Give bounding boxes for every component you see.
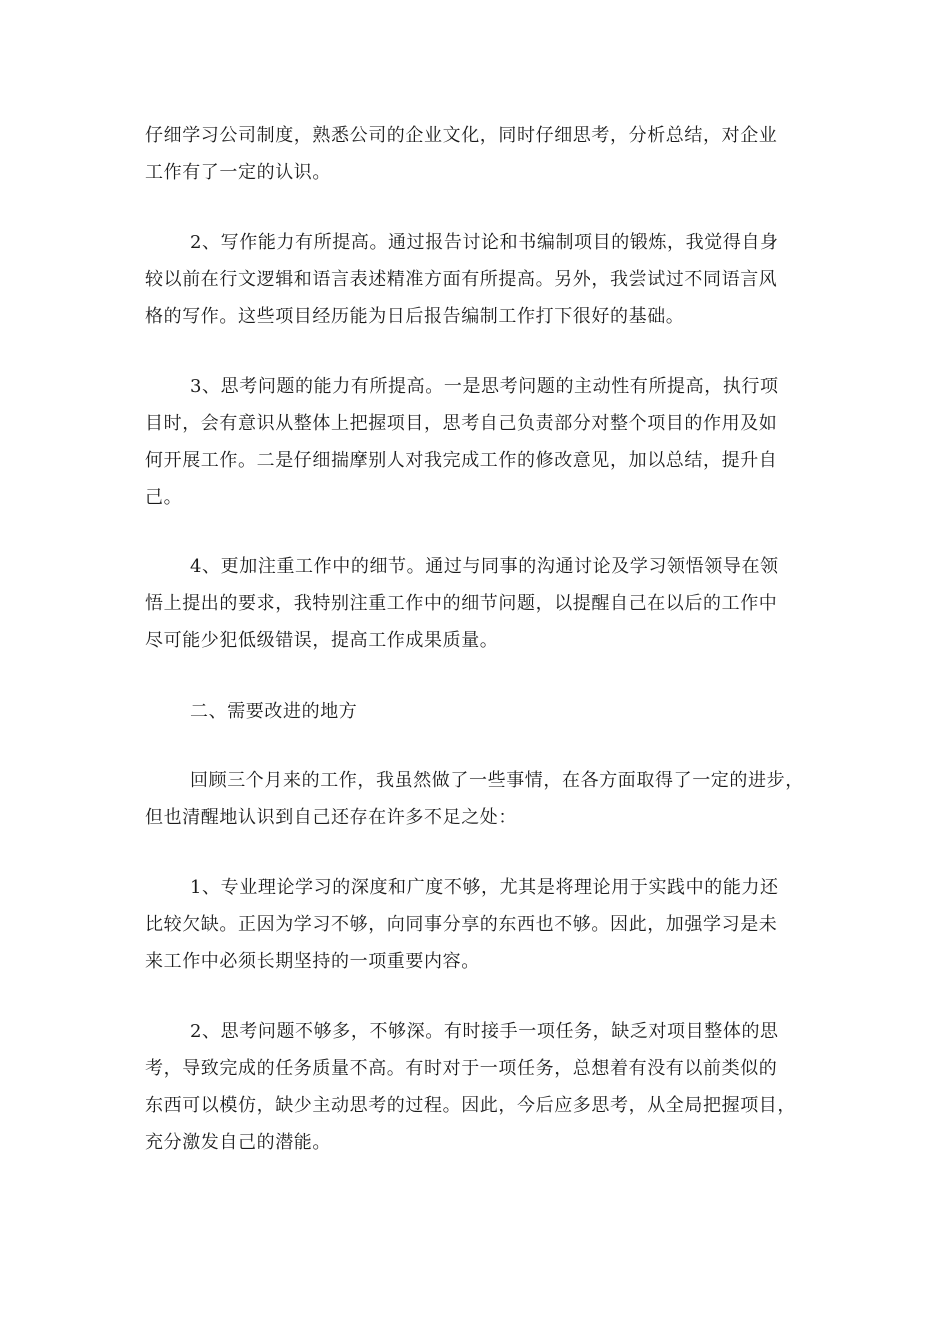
paragraph-line: 4、更加注重工作中的细节。通过与同事的沟通讨论及学习领悟领导在领	[190, 556, 779, 577]
paragraph-line: 仔细学习公司制度，熟悉公司的企业文化，同时仔细思考，分析总结，对企业	[145, 125, 778, 146]
paragraph-line: 己。	[145, 487, 183, 508]
paragraph-line: 回顾三个月来的工作，我虽然做了一些事情，在各方面取得了一定的进步，	[190, 770, 804, 791]
paragraph-line: 目时，会有意识从整体上把握项目，思考自己负责部分对整个项目的作用及如	[145, 413, 778, 434]
paragraph-line: 悟上提出的要求，我特别注重工作中的细节问题，以提醒自己在以后的工作中	[145, 593, 778, 614]
paragraph-line: 2、思考问题不够多，不够深。有时接手一项任务，缺乏对项目整体的思	[190, 1021, 779, 1042]
paragraph-line: 工作有了一定的认识。	[145, 162, 331, 183]
paragraph-line: 但也清醒地认识到自己还存在许多不足之处：	[145, 807, 517, 828]
paragraph-line: 考，导致完成的任务质量不高。有时对于一项任务，总想着有没有以前类似的	[145, 1058, 778, 1079]
paragraph-line: 尽可能少犯低级错误，提高工作成果质量。	[145, 630, 499, 651]
section-heading: 二、需要改进的地方	[190, 701, 358, 722]
paragraph-line: 来工作中必须长期坚持的一项重要内容。	[145, 951, 480, 972]
paragraph-line: 何开展工作。二是仔细揣摩别人对我完成工作的修改意见，加以总结，提升自	[145, 450, 778, 471]
paragraph-line: 比较欠缺。正因为学习不够，向同事分享的东西也不够。因此，加强学习是未	[145, 914, 778, 935]
paragraph-line: 格的写作。这些项目经历能为日后报告编制工作打下很好的基础。	[145, 306, 685, 327]
paragraph-line: 3、思考问题的能力有所提高。一是思考问题的主动性有所提高，执行项	[190, 376, 779, 397]
paragraph-line: 1、专业理论学习的深度和广度不够，尤其是将理论用于实践中的能力还	[190, 877, 779, 898]
paragraph-line: 充分激发自己的潜能。	[145, 1132, 331, 1153]
paragraph-line: 东西可以模仿，缺少主动思考的过程。因此，今后应多思考，从全局把握项目，	[145, 1095, 796, 1116]
paragraph-line: 2、写作能力有所提高。通过报告讨论和书编制项目的锻炼，我觉得自身	[190, 232, 779, 253]
paragraph-line: 较以前在行文逻辑和语言表述精准方面有所提高。另外，我尝试过不同语言风	[145, 269, 778, 290]
